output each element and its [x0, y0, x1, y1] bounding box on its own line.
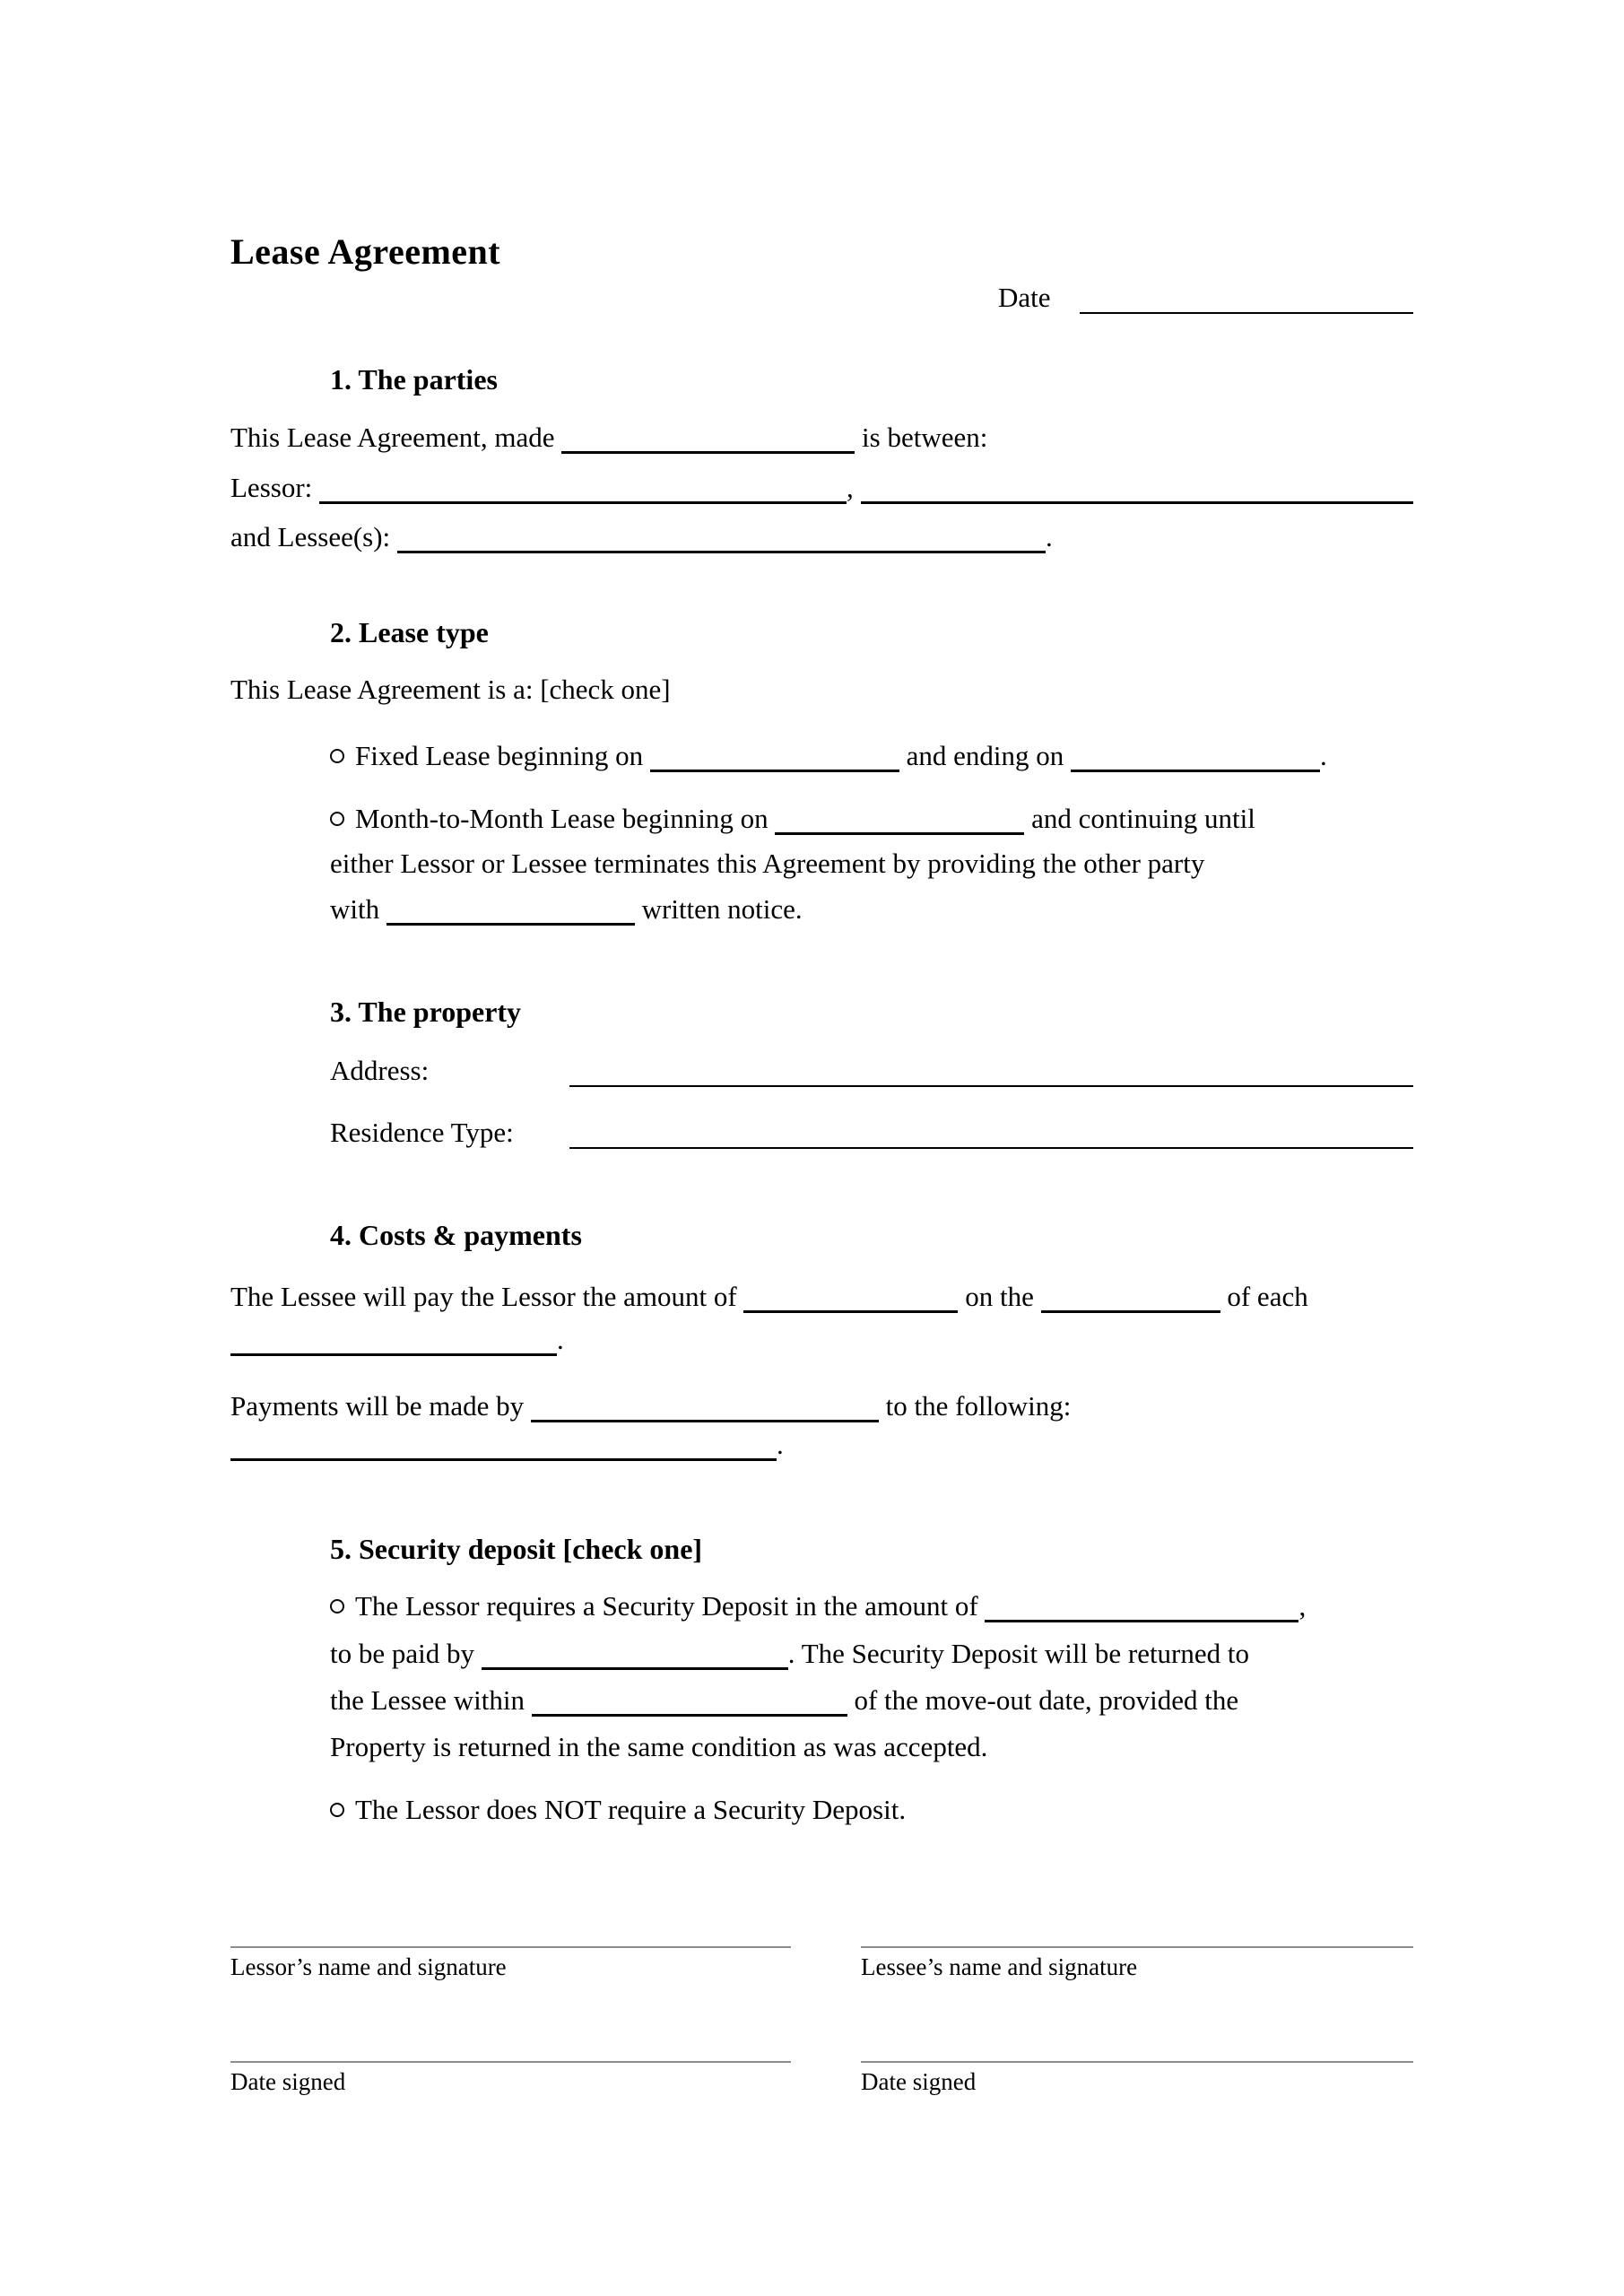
- text-segment: and ending on: [899, 740, 1072, 771]
- option-month-to-month-line-3: [330, 886, 803, 933]
- text-segment: Property is returned in the same condition as was accepted.: [330, 1731, 988, 1762]
- option-deposit-not-required: [330, 1787, 906, 1833]
- option-deposit-required-line-2: [330, 1631, 1249, 1677]
- text-segment: The Lessor does NOT require a Security Deposit.: [355, 1794, 907, 1825]
- section-heading-costs: [330, 1212, 582, 1258]
- option-month-to-month-line-1: [330, 796, 1255, 842]
- check-option-circle-icon[interactable]: [330, 1599, 344, 1613]
- text-segment: with: [330, 893, 386, 925]
- fill-in-blank[interactable]: [319, 478, 847, 504]
- text-segment: 4. Costs & payments: [330, 1219, 582, 1251]
- fill-in-blank[interactable]: [397, 527, 1046, 553]
- lessee-signature-column: [861, 1946, 1413, 2126]
- date-fill-in-blank[interactable]: [1080, 289, 1413, 314]
- fill-in-blank[interactable]: [743, 1287, 958, 1313]
- text-segment: 5. Security deposit: [330, 1533, 556, 1565]
- date-label: Date: [998, 282, 1051, 313]
- payments-line-destination-blank: [230, 1422, 784, 1468]
- parties-line-lessee: [230, 514, 1053, 561]
- fill-in-blank[interactable]: [386, 900, 635, 926]
- text-segment: either Lessor or Lessee terminates this Agreement by providing the other party: [330, 848, 1205, 879]
- text-segment: and continuing until: [1024, 803, 1255, 834]
- text-segment: written notice.: [634, 893, 803, 925]
- text-segment: This Lease Agreement is a: [check one]: [230, 674, 671, 705]
- lessor-date-signed-label: Date signed: [230, 2068, 346, 2095]
- check-option-circle-icon[interactable]: [330, 812, 344, 826]
- lessor-signature-label: Lessor’s name and signature: [230, 1953, 507, 1980]
- fill-in-blank[interactable]: [861, 478, 1413, 504]
- residence-type-fill-in-blank[interactable]: [569, 1124, 1413, 1149]
- text-segment: ,: [847, 472, 861, 503]
- date-row: [998, 274, 1413, 321]
- check-option-circle-icon[interactable]: [330, 749, 344, 763]
- residence-type-row: [330, 1109, 1413, 1156]
- text-segment: 3. The property: [330, 996, 522, 1028]
- costs-line-period-blank: [230, 1317, 564, 1363]
- fill-in-blank[interactable]: [1041, 1287, 1220, 1313]
- text-segment: on the: [958, 1281, 1041, 1312]
- fill-in-blank[interactable]: [985, 1596, 1298, 1622]
- fill-in-blank[interactable]: [230, 1435, 777, 1461]
- fill-in-blank[interactable]: [532, 1691, 847, 1717]
- lessor-signature-line[interactable]: [230, 1946, 791, 1948]
- text-segment: ,: [1298, 1590, 1307, 1622]
- fill-in-blank[interactable]: [482, 1644, 788, 1670]
- address-label: Address:: [330, 1055, 430, 1086]
- lessee-date-signed-label: Date signed: [861, 2068, 977, 2095]
- text-segment: This Lease Agreement, made: [230, 422, 562, 453]
- section-heading-lease-type: [330, 609, 489, 656]
- text-segment: Payments will be made by: [230, 1390, 531, 1422]
- option-deposit-required-line-3: [330, 1677, 1238, 1724]
- fill-in-blank[interactable]: [561, 428, 855, 454]
- text-segment: .: [777, 1429, 784, 1460]
- section-heading-property: [330, 988, 521, 1035]
- text-segment: The Lessor requires a Security Deposit in the amount of: [355, 1590, 986, 1622]
- address-fill-in-blank[interactable]: [569, 1062, 1413, 1087]
- fill-in-blank[interactable]: [775, 809, 1024, 835]
- fill-in-blank[interactable]: [531, 1396, 879, 1422]
- text-segment: and Lessee(s):: [230, 521, 397, 552]
- option-fixed-lease: [330, 733, 1327, 779]
- text-segment: to be paid by: [330, 1638, 482, 1669]
- lessor-date-signed-line[interactable]: [230, 2061, 791, 2063]
- lessor-signature-column: [230, 1946, 791, 2126]
- text-segment: Fixed Lease beginning on: [355, 740, 650, 771]
- parties-line-lessor: [230, 465, 1413, 511]
- text-segment: the Lessee within: [330, 1684, 532, 1716]
- text-segment: is between:: [855, 422, 988, 453]
- lessee-date-signed-line[interactable]: [861, 2061, 1413, 2063]
- text-segment: [check one]: [555, 1533, 703, 1565]
- text-segment: The Lessee will pay the Lessor the amount of: [230, 1281, 744, 1312]
- fill-in-blank[interactable]: [1071, 746, 1320, 772]
- fill-in-blank[interactable]: [230, 1330, 557, 1356]
- text-segment: of each: [1220, 1281, 1308, 1312]
- option-deposit-required-line-1: [330, 1583, 1306, 1630]
- fill-in-blank[interactable]: [650, 746, 899, 772]
- text-segment: . The Security Deposit will be returned to: [787, 1638, 1250, 1669]
- option-month-to-month-line-2: [330, 840, 1204, 887]
- section-heading-security-deposit: [330, 1526, 702, 1572]
- check-option-circle-icon[interactable]: [330, 1803, 344, 1817]
- text-segment: Month-to-Month Lease beginning on: [355, 803, 776, 834]
- lessee-signature-line[interactable]: [861, 1946, 1413, 1948]
- document-title: Lease Agreement: [230, 231, 501, 272]
- text-segment: .: [557, 1324, 564, 1355]
- section-heading-parties: [330, 356, 498, 403]
- text-segment: 2. Lease type: [330, 616, 489, 648]
- costs-line-amount: [230, 1274, 1308, 1320]
- residence-type-label: Residence Type:: [330, 1117, 514, 1148]
- lessee-signature-label: Lessee’s name and signature: [861, 1953, 1138, 1980]
- lease-type-intro: [230, 666, 671, 713]
- parties-line-made: [230, 414, 987, 461]
- text-segment: .: [1320, 740, 1327, 771]
- text-segment: 1. The parties: [330, 363, 498, 396]
- text-segment: Lessor:: [230, 472, 320, 503]
- address-row: [330, 1048, 1413, 1094]
- text-segment: of the move-out date, provided the: [847, 1684, 1239, 1716]
- text-segment: to the following:: [878, 1390, 1072, 1422]
- option-deposit-required-line-4: [330, 1724, 987, 1770]
- text-segment: .: [1045, 521, 1053, 552]
